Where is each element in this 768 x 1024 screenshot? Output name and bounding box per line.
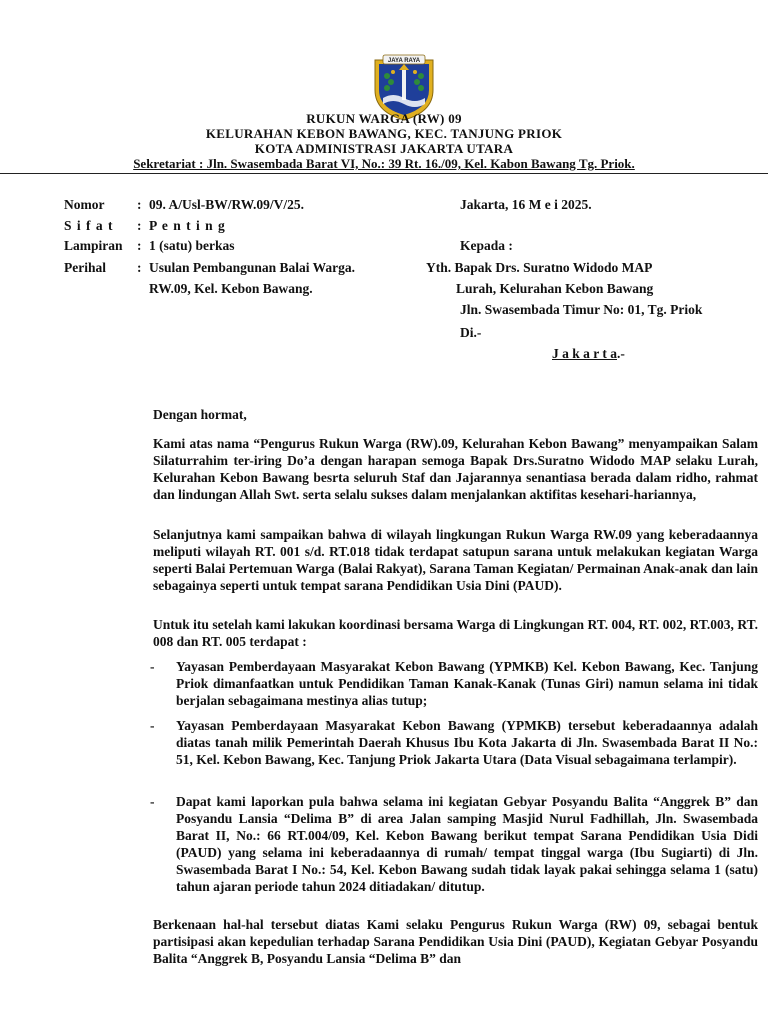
lampiran-label: Lampiran	[64, 238, 123, 253]
nomor-label: Nomor	[64, 197, 105, 212]
paragraph-2-text: Selanjutnya kami sampaikan bahwa di wilayah lingkungan Rukun Warga RW.09 yang keberadaannya meliputi wilayah RT. 001 s/d. RT.018 tidak terdapat satupun sarana untuk melakukan kegiatan Warga seperti Balai Pertemuan Warga (Balai Rakyat), Sarana Taman Kegiatan/ Permainan Anak-anak dan lain sebagainya seperti untuk tempat sarana Pendidikan Usia Dini (PAUD).	[153, 527, 758, 593]
paragraph-3-text: Untuk itu setelah kami lakukan koordinasi bersama Warga di Lingkungan RT. 004, RT. 002, RT.003, RT. 008 dan RT. 005 terdapat :	[153, 617, 758, 649]
paragraph-3	[153, 616, 758, 650]
paragraph-4	[153, 916, 758, 967]
org-name: RUKUN WARGA (RW) 09	[306, 111, 462, 126]
perihal-label: Perihal	[64, 260, 106, 275]
recipient-di: Di.-	[460, 325, 482, 340]
kota-line: KOTA ADMINISTRASI JAKARTA UTARA	[254, 141, 514, 156]
sifat-label: S i f a t	[64, 218, 114, 233]
lampiran-value: 1 (satu) berkas	[149, 238, 235, 253]
recipient-city	[552, 346, 625, 362]
bullet-3-dash: -	[150, 794, 155, 809]
perihal-value-line1: Usulan Pembangunan Balai Warga.	[149, 260, 356, 275]
recipient-address: Jln. Swasembada Timur No: 01, Tg. Priok	[460, 302, 703, 317]
sifat-value: P e n t i n g	[149, 218, 226, 233]
recipient-name: Yth. Bapak Drs. Suratno Widodo MAP	[426, 260, 653, 275]
paragraph-1	[153, 435, 758, 503]
salutation: Dengan hormat,	[153, 407, 247, 422]
nomor-colon: :	[137, 197, 142, 212]
bullet-2-text: Yayasan Pemberdayaan Masyarakat Kebon Bawang (YPMKB) tersebut keberadaannya adalah diatas tanah milik Pemerintah Daerah Khusus Ibu Kota Jakarta di Jln. Swasembada Barat II No.: 51, Kel. Kebon Bawang, Kec. Tanjung Priok Jakarta Utara (Data Visual sebagaimana terlampir).	[176, 718, 758, 767]
lampiran-colon: :	[137, 238, 142, 253]
secretariat-address: Sekretariat : Jln. Swasembada Barat VI, No.: 39 Rt. 16./09, Kel. Kabon Bawang Tg. Priok.	[133, 156, 635, 171]
bullet-1-text: Yayasan Pemberdayaan Masyarakat Kebon Bawang (YPMKB) Kel. Kebon Bawang, Kec. Tanjung Priok dimanfaatkan untuk Pendidikan Taman Kanak-Kanak (Tunas Giri) namun selama ini tidak berjalan sebagaimana mestinya alias tutup;	[176, 659, 758, 708]
header-divider	[0, 173, 768, 174]
recipient-city-name: J a k a r t a	[552, 346, 618, 361]
sifat-colon: :	[137, 218, 142, 233]
nomor-value: 09. A/Usl-BW/RW.09/V/25.	[149, 197, 305, 212]
letter-date: Jakarta, 16 M e i 2025.	[460, 197, 592, 212]
recipient-position: Lurah, Kelurahan Kebon Bawang	[456, 281, 654, 296]
bullet-2-dash: -	[150, 718, 155, 733]
recipient-city-suffix: .-	[617, 346, 625, 361]
perihal-value-line2: RW.09, Kel. Kebon Bawang.	[149, 281, 313, 296]
kelurahan-line: KELURAHAN KEBON BAWANG, KEC. TANJUNG PRIOK	[205, 126, 563, 141]
paragraph-1-text: Kami atas nama “Pengurus Rukun Warga (RW).09, Kelurahan Kebon Bawang” menyampaikan Salam Silaturrahim ter-iring Do’a dengan harapan semoga Bapak Drs.Suratno Widodo MAP selaku Lurah, Kelurahan Kebon Bawang besrta seluruh Staf dan Jajarannya senantiasa berada dalam ridho, rahmat dan lindungan Allah Swt. serta selalu sukses dalam menjalankan aktifitas kesehari-hariannya,	[153, 436, 758, 502]
paragraph-4-text: Berkenaan hal-hal tersebut diatas Kami selaku Pengurus Rukun Warga (RW) 09, sebagai bentuk partisipasi akan kepedulian terhadap Sarana Pendidikan Usia Dini (PAUD), Kegiatan Gebyar Posyandu Balita “Anggrek B, Posyandu Lansia “Delima B” dan	[153, 917, 758, 966]
perihal-colon: :	[137, 260, 142, 275]
paragraph-2	[153, 526, 758, 594]
logo-motto-text: JAYA RAYA	[387, 58, 421, 64]
kepada-label: Kepada :	[460, 238, 513, 253]
bullet-3-text: Dapat kami laporkan pula bahwa selama ini kegiatan Gebyar Posyandu Balita “Anggrek B” dan Posyandu Lansia “Delima B” di area Jalan samping Masjid Nurul Fadhillah, Jln. Swasembada Barat II, No.: 66 RT.004/09, Kel. Kebon Bawang berikut tempat Sarana Pendidikan Usia Didi (PAUD) yang selama ini keberadaannya di rumah/ tempat tinggal warga (Ibu Sugiarti) di Jln. Swasembada Barat I No.: 54, Kel. Kebon Bawang sudah tidak layak pakai sehingga selama 1 (satu) tahun ajaran periode tahun 2024 ditiadakan/ ditutup.	[176, 794, 758, 894]
bullet-1-dash: -	[150, 659, 155, 674]
